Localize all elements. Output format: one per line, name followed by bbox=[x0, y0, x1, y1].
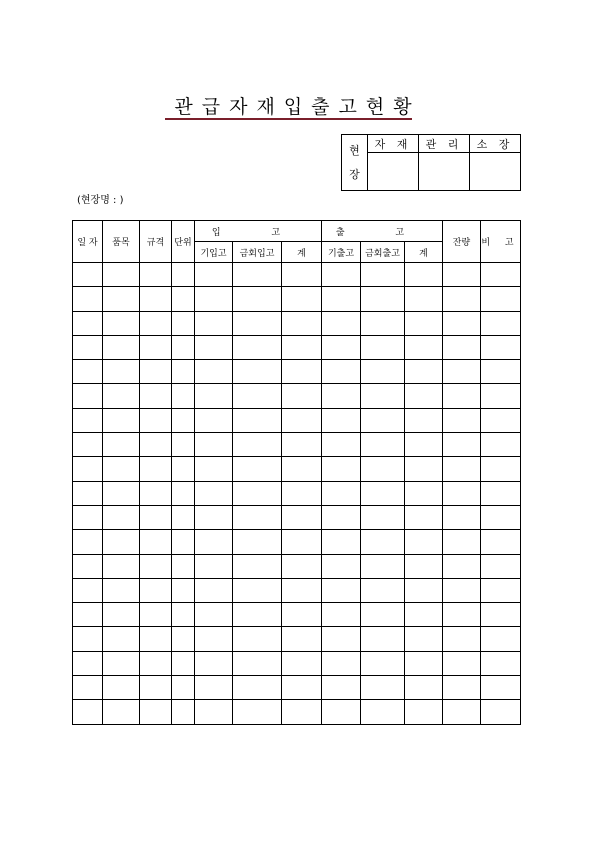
cell-incoming-previous bbox=[195, 481, 233, 505]
cell-outgoing-total bbox=[405, 651, 443, 675]
cell-spec bbox=[140, 505, 172, 529]
header-outgoing: 출 고 bbox=[322, 221, 443, 242]
cell-spec bbox=[140, 554, 172, 578]
cell-incoming-current bbox=[233, 384, 282, 408]
cell-outgoing-total bbox=[405, 603, 443, 627]
cell-incoming-total bbox=[282, 287, 322, 311]
approval-box bbox=[341, 134, 521, 191]
cell-remarks bbox=[481, 384, 521, 408]
cell-remarks bbox=[481, 457, 521, 481]
cell-item bbox=[103, 433, 140, 457]
cell-outgoing-current bbox=[361, 651, 405, 675]
header-item: 품목 bbox=[103, 221, 140, 263]
cell-remarks bbox=[481, 554, 521, 578]
cell-remarks bbox=[481, 481, 521, 505]
cell-outgoing-previous bbox=[322, 603, 361, 627]
cell-item bbox=[103, 335, 140, 359]
table-row bbox=[73, 311, 521, 335]
cell-unit bbox=[172, 676, 195, 700]
cell-date bbox=[73, 505, 103, 529]
cell-spec bbox=[140, 311, 172, 335]
table-row bbox=[73, 578, 521, 602]
cell-spec bbox=[140, 335, 172, 359]
cell-outgoing-previous bbox=[322, 554, 361, 578]
cell-outgoing-total bbox=[405, 700, 443, 724]
cell-unit bbox=[172, 578, 195, 602]
cell-balance bbox=[443, 384, 481, 408]
cell-outgoing-previous bbox=[322, 263, 361, 287]
cell-balance bbox=[443, 287, 481, 311]
cell-unit bbox=[172, 627, 195, 651]
cell-outgoing-total bbox=[405, 578, 443, 602]
cell-item bbox=[103, 384, 140, 408]
table-row bbox=[73, 700, 521, 724]
cell-item bbox=[103, 700, 140, 724]
cell-incoming-total bbox=[282, 335, 322, 359]
cell-date bbox=[73, 384, 103, 408]
cell-remarks bbox=[481, 651, 521, 675]
cell-item bbox=[103, 603, 140, 627]
cell-incoming-current bbox=[233, 311, 282, 335]
cell-remarks bbox=[481, 578, 521, 602]
ledger-body bbox=[73, 263, 521, 725]
cell-incoming-previous bbox=[195, 408, 233, 432]
cell-unit bbox=[172, 530, 195, 554]
cell-incoming-previous bbox=[195, 433, 233, 457]
cell-outgoing-total bbox=[405, 554, 443, 578]
cell-outgoing-current bbox=[361, 505, 405, 529]
cell-remarks bbox=[481, 676, 521, 700]
cell-balance bbox=[443, 360, 481, 384]
cell-remarks bbox=[481, 360, 521, 384]
cell-outgoing-current bbox=[361, 311, 405, 335]
header-incoming-previous: 기입고 bbox=[195, 242, 233, 263]
approval-side-bottom: 장 bbox=[349, 167, 360, 181]
table-row bbox=[73, 335, 521, 359]
cell-date bbox=[73, 530, 103, 554]
cell-incoming-total bbox=[282, 360, 322, 384]
cell-outgoing-current bbox=[361, 676, 405, 700]
cell-outgoing-previous bbox=[322, 360, 361, 384]
cell-incoming-previous bbox=[195, 700, 233, 724]
table-row bbox=[73, 676, 521, 700]
cell-date bbox=[73, 578, 103, 602]
cell-outgoing-current bbox=[361, 700, 405, 724]
cell-date bbox=[73, 603, 103, 627]
approval-side-label bbox=[342, 135, 368, 191]
cell-outgoing-current bbox=[361, 287, 405, 311]
cell-date bbox=[73, 433, 103, 457]
cell-balance bbox=[443, 505, 481, 529]
cell-item bbox=[103, 627, 140, 651]
cell-remarks bbox=[481, 311, 521, 335]
cell-outgoing-total bbox=[405, 481, 443, 505]
cell-unit bbox=[172, 554, 195, 578]
cell-outgoing-current bbox=[361, 433, 405, 457]
cell-item bbox=[103, 676, 140, 700]
cell-spec bbox=[140, 263, 172, 287]
cell-incoming-current bbox=[233, 530, 282, 554]
cell-incoming-total bbox=[282, 578, 322, 602]
cell-balance bbox=[443, 530, 481, 554]
cell-incoming-total bbox=[282, 627, 322, 651]
cell-unit bbox=[172, 433, 195, 457]
cell-date bbox=[73, 335, 103, 359]
cell-remarks bbox=[481, 335, 521, 359]
cell-balance bbox=[443, 457, 481, 481]
cell-incoming-previous bbox=[195, 530, 233, 554]
table-row bbox=[73, 384, 521, 408]
cell-outgoing-current bbox=[361, 263, 405, 287]
cell-balance bbox=[443, 263, 481, 287]
cell-outgoing-previous bbox=[322, 676, 361, 700]
cell-incoming-total bbox=[282, 603, 322, 627]
header-incoming-total: 계 bbox=[282, 242, 322, 263]
cell-date bbox=[73, 263, 103, 287]
table-row bbox=[73, 627, 521, 651]
cell-item bbox=[103, 481, 140, 505]
cell-outgoing-current bbox=[361, 408, 405, 432]
cell-incoming-previous bbox=[195, 360, 233, 384]
header-outgoing-previous: 기출고 bbox=[322, 242, 361, 263]
cell-outgoing-total bbox=[405, 457, 443, 481]
cell-remarks bbox=[481, 408, 521, 432]
cell-incoming-current bbox=[233, 408, 282, 432]
cell-outgoing-current bbox=[361, 360, 405, 384]
cell-item bbox=[103, 530, 140, 554]
cell-unit bbox=[172, 335, 195, 359]
cell-incoming-current bbox=[233, 505, 282, 529]
cell-incoming-total bbox=[282, 263, 322, 287]
cell-outgoing-total bbox=[405, 505, 443, 529]
cell-outgoing-total bbox=[405, 311, 443, 335]
header-outgoing-total: 계 bbox=[405, 242, 443, 263]
table-row bbox=[73, 360, 521, 384]
approval-col-management: 관 리 bbox=[419, 135, 470, 153]
cell-outgoing-previous bbox=[322, 384, 361, 408]
cell-incoming-previous bbox=[195, 287, 233, 311]
cell-outgoing-total bbox=[405, 263, 443, 287]
cell-outgoing-previous bbox=[322, 433, 361, 457]
cell-unit bbox=[172, 360, 195, 384]
page-title: 관급자재입출고현황 bbox=[174, 96, 421, 118]
cell-spec bbox=[140, 408, 172, 432]
header-date: 일 자 bbox=[73, 221, 103, 263]
header-unit: 단위 bbox=[172, 221, 195, 263]
cell-spec bbox=[140, 530, 172, 554]
cell-unit bbox=[172, 481, 195, 505]
cell-unit bbox=[172, 457, 195, 481]
cell-incoming-previous bbox=[195, 457, 233, 481]
cell-balance bbox=[443, 700, 481, 724]
cell-remarks bbox=[481, 603, 521, 627]
cell-unit bbox=[172, 603, 195, 627]
table-row bbox=[73, 287, 521, 311]
approval-sign-materials bbox=[368, 153, 419, 191]
cell-spec bbox=[140, 481, 172, 505]
cell-incoming-current bbox=[233, 554, 282, 578]
cell-balance bbox=[443, 676, 481, 700]
cell-unit bbox=[172, 263, 195, 287]
cell-outgoing-total bbox=[405, 287, 443, 311]
cell-item bbox=[103, 505, 140, 529]
cell-outgoing-total bbox=[405, 360, 443, 384]
cell-spec bbox=[140, 287, 172, 311]
table-row bbox=[73, 554, 521, 578]
cell-unit bbox=[172, 700, 195, 724]
cell-date bbox=[73, 287, 103, 311]
cell-incoming-current bbox=[233, 627, 282, 651]
cell-unit bbox=[172, 408, 195, 432]
cell-spec bbox=[140, 627, 172, 651]
cell-item bbox=[103, 263, 140, 287]
table-row bbox=[73, 651, 521, 675]
cell-incoming-current bbox=[233, 335, 282, 359]
cell-incoming-previous bbox=[195, 651, 233, 675]
cell-incoming-current bbox=[233, 578, 282, 602]
cell-spec bbox=[140, 578, 172, 602]
cell-outgoing-previous bbox=[322, 287, 361, 311]
cell-remarks bbox=[481, 287, 521, 311]
cell-balance bbox=[443, 578, 481, 602]
cell-outgoing-total bbox=[405, 627, 443, 651]
cell-unit bbox=[172, 505, 195, 529]
cell-outgoing-previous bbox=[322, 530, 361, 554]
table-row bbox=[73, 457, 521, 481]
cell-incoming-previous bbox=[195, 384, 233, 408]
cell-outgoing-total bbox=[405, 408, 443, 432]
approval-col-materials: 자 재 bbox=[368, 135, 419, 153]
cell-item bbox=[103, 360, 140, 384]
cell-incoming-current bbox=[233, 481, 282, 505]
cell-incoming-current bbox=[233, 360, 282, 384]
cell-outgoing-current bbox=[361, 530, 405, 554]
cell-incoming-previous bbox=[195, 578, 233, 602]
table-row bbox=[73, 530, 521, 554]
cell-spec bbox=[140, 360, 172, 384]
cell-incoming-current bbox=[233, 651, 282, 675]
cell-remarks bbox=[481, 433, 521, 457]
cell-unit bbox=[172, 651, 195, 675]
cell-unit bbox=[172, 287, 195, 311]
cell-date bbox=[73, 676, 103, 700]
cell-incoming-previous bbox=[195, 335, 233, 359]
cell-date bbox=[73, 554, 103, 578]
cell-incoming-previous bbox=[195, 505, 233, 529]
cell-remarks bbox=[481, 530, 521, 554]
header-incoming-current: 금회입고 bbox=[233, 242, 282, 263]
cell-outgoing-total bbox=[405, 530, 443, 554]
cell-date bbox=[73, 311, 103, 335]
cell-incoming-current bbox=[233, 676, 282, 700]
cell-item bbox=[103, 554, 140, 578]
cell-outgoing-previous bbox=[322, 627, 361, 651]
cell-incoming-total bbox=[282, 554, 322, 578]
cell-incoming-total bbox=[282, 505, 322, 529]
table-row bbox=[73, 433, 521, 457]
cell-outgoing-previous bbox=[322, 578, 361, 602]
cell-incoming-total bbox=[282, 530, 322, 554]
cell-outgoing-previous bbox=[322, 700, 361, 724]
cell-item bbox=[103, 651, 140, 675]
cell-incoming-current bbox=[233, 700, 282, 724]
cell-remarks bbox=[481, 627, 521, 651]
cell-balance bbox=[443, 651, 481, 675]
ledger-table bbox=[72, 220, 521, 725]
table-row bbox=[73, 263, 521, 287]
cell-date bbox=[73, 700, 103, 724]
cell-incoming-previous bbox=[195, 627, 233, 651]
cell-incoming-total bbox=[282, 457, 322, 481]
cell-outgoing-previous bbox=[322, 311, 361, 335]
cell-item bbox=[103, 457, 140, 481]
cell-item bbox=[103, 287, 140, 311]
header-outgoing-current: 금회출고 bbox=[361, 242, 405, 263]
header-spec: 규격 bbox=[140, 221, 172, 263]
cell-outgoing-previous bbox=[322, 505, 361, 529]
cell-date bbox=[73, 360, 103, 384]
site-name-label: (현장명 : ) bbox=[77, 195, 124, 206]
cell-outgoing-total bbox=[405, 433, 443, 457]
cell-remarks bbox=[481, 263, 521, 287]
cell-spec bbox=[140, 651, 172, 675]
cell-incoming-current bbox=[233, 287, 282, 311]
cell-spec bbox=[140, 433, 172, 457]
cell-outgoing-previous bbox=[322, 651, 361, 675]
cell-incoming-current bbox=[233, 433, 282, 457]
cell-balance bbox=[443, 408, 481, 432]
cell-incoming-previous bbox=[195, 263, 233, 287]
cell-outgoing-current bbox=[361, 457, 405, 481]
cell-outgoing-current bbox=[361, 335, 405, 359]
cell-outgoing-total bbox=[405, 335, 443, 359]
cell-balance bbox=[443, 433, 481, 457]
cell-remarks bbox=[481, 505, 521, 529]
cell-unit bbox=[172, 384, 195, 408]
cell-outgoing-current bbox=[361, 603, 405, 627]
table-row bbox=[73, 603, 521, 627]
cell-incoming-total bbox=[282, 481, 322, 505]
cell-outgoing-current bbox=[361, 554, 405, 578]
cell-item bbox=[103, 408, 140, 432]
header-balance: 잔량 bbox=[443, 221, 481, 263]
cell-outgoing-previous bbox=[322, 335, 361, 359]
cell-spec bbox=[140, 700, 172, 724]
table-row bbox=[73, 481, 521, 505]
approval-side-top: 현 bbox=[349, 143, 360, 157]
table-row bbox=[73, 408, 521, 432]
cell-incoming-previous bbox=[195, 603, 233, 627]
cell-incoming-current bbox=[233, 457, 282, 481]
approval-sign-management bbox=[419, 153, 470, 191]
cell-spec bbox=[140, 603, 172, 627]
cell-incoming-current bbox=[233, 603, 282, 627]
cell-incoming-total bbox=[282, 433, 322, 457]
cell-date bbox=[73, 627, 103, 651]
approval-col-manager: 소 장 bbox=[470, 135, 521, 153]
cell-balance bbox=[443, 335, 481, 359]
cell-unit bbox=[172, 311, 195, 335]
cell-incoming-total bbox=[282, 700, 322, 724]
cell-outgoing-previous bbox=[322, 481, 361, 505]
cell-outgoing-total bbox=[405, 384, 443, 408]
cell-incoming-total bbox=[282, 408, 322, 432]
cell-balance bbox=[443, 481, 481, 505]
header-incoming: 입 고 bbox=[195, 221, 322, 242]
cell-outgoing-previous bbox=[322, 408, 361, 432]
cell-incoming-previous bbox=[195, 676, 233, 700]
approval-sign-manager bbox=[470, 153, 521, 191]
cell-spec bbox=[140, 457, 172, 481]
cell-balance bbox=[443, 627, 481, 651]
cell-incoming-total bbox=[282, 384, 322, 408]
cell-balance bbox=[443, 311, 481, 335]
cell-incoming-previous bbox=[195, 554, 233, 578]
cell-incoming-total bbox=[282, 311, 322, 335]
cell-spec bbox=[140, 676, 172, 700]
cell-incoming-current bbox=[233, 263, 282, 287]
cell-spec bbox=[140, 384, 172, 408]
cell-date bbox=[73, 651, 103, 675]
cell-incoming-previous bbox=[195, 311, 233, 335]
cell-date bbox=[73, 408, 103, 432]
cell-remarks bbox=[481, 700, 521, 724]
table-row bbox=[73, 505, 521, 529]
cell-balance bbox=[443, 554, 481, 578]
cell-date bbox=[73, 457, 103, 481]
cell-outgoing-current bbox=[361, 627, 405, 651]
cell-outgoing-total bbox=[405, 676, 443, 700]
cell-date bbox=[73, 481, 103, 505]
cell-outgoing-previous bbox=[322, 457, 361, 481]
cell-item bbox=[103, 578, 140, 602]
cell-balance bbox=[443, 603, 481, 627]
header-remarks: 비 고 bbox=[481, 221, 521, 263]
cell-item bbox=[103, 311, 140, 335]
cell-outgoing-current bbox=[361, 481, 405, 505]
cell-incoming-total bbox=[282, 676, 322, 700]
cell-outgoing-current bbox=[361, 384, 405, 408]
title-underline bbox=[165, 118, 412, 120]
cell-outgoing-current bbox=[361, 578, 405, 602]
cell-incoming-total bbox=[282, 651, 322, 675]
